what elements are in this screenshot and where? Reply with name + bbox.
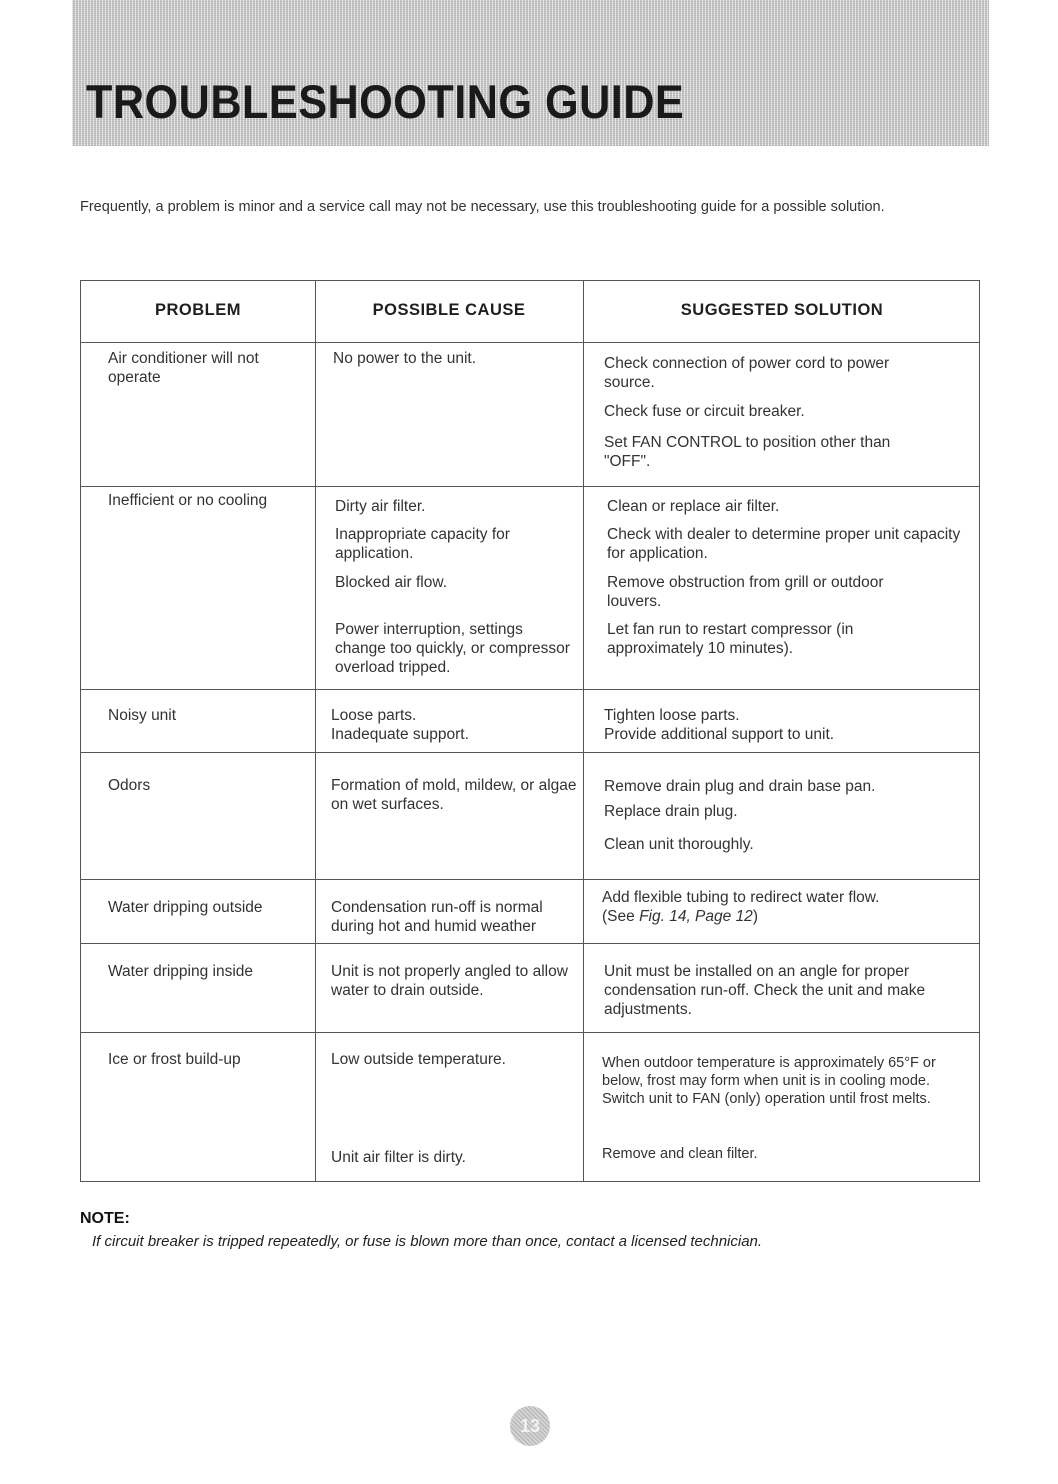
solution-cell: Unit must be installed on an angle for proper condensation run-off. Check the unit and make adjustments. bbox=[604, 963, 926, 1018]
problem-cell: Water dripping outside bbox=[108, 899, 263, 916]
row-divider bbox=[81, 879, 979, 880]
page-number: 13 bbox=[519, 1415, 541, 1436]
page-number-badge bbox=[510, 1406, 550, 1446]
column-header-problem: PROBLEM bbox=[155, 301, 241, 319]
cause-cell: Low outside temperature. bbox=[331, 1051, 506, 1068]
row-divider bbox=[81, 943, 979, 944]
cause-cell: Unit air filter is dirty. bbox=[331, 1149, 466, 1166]
solution-cell: Remove and clean filter. bbox=[602, 1146, 758, 1162]
row-divider bbox=[81, 342, 979, 343]
reference-suffix: ) bbox=[752, 908, 758, 925]
reference-prefix: (See bbox=[602, 908, 640, 925]
cause-cell: Inadequate support. bbox=[331, 726, 469, 743]
problem-cell: Ice or frost build-up bbox=[108, 1051, 241, 1068]
cause-cell: Unit is not properly angled to allow water to drain outside. bbox=[331, 963, 568, 999]
column-header-solution: SUGGESTED SOLUTION bbox=[680, 301, 884, 319]
row-divider bbox=[81, 689, 979, 690]
page-title: TROUBLESHOOTING GUIDE bbox=[86, 75, 685, 128]
column-divider bbox=[583, 281, 584, 1181]
solution-cell: Set FAN CONTROL to position other than "OFF". bbox=[604, 434, 891, 470]
solution-cell: Replace drain plug. bbox=[604, 803, 738, 820]
solution-cell: Remove obstruction from grill or outdoor louvers. bbox=[607, 574, 884, 610]
problem-cell: Odors bbox=[108, 777, 151, 794]
troubleshooting-table bbox=[80, 280, 980, 1182]
problem-cell: Air conditioner will not operate bbox=[108, 350, 259, 386]
cause-cell: Dirty air filter. bbox=[335, 498, 426, 515]
cause-cell: Condensation run-off is normal during hot and humid weather bbox=[331, 899, 543, 935]
problem-cell: Noisy unit bbox=[108, 707, 177, 724]
note-text: If circuit breaker is tripped repeatedly, or fuse is blown more than once, contact a licensed technician. bbox=[92, 1233, 763, 1250]
figure-reference: Fig. 14, Page 12 bbox=[639, 908, 753, 925]
column-header-cause: POSSIBLE CAUSE bbox=[372, 301, 526, 319]
solution-cell: Let fan run to restart compressor (in approximately 10 minutes). bbox=[607, 621, 854, 657]
note-label: NOTE: bbox=[80, 1210, 130, 1227]
solution-cell: Check with dealer to determine proper unit capacity for application. bbox=[607, 526, 961, 562]
cause-cell: Power interruption, settings change too quickly, or compressor overload tripped. bbox=[335, 621, 570, 676]
solution-reference bbox=[602, 907, 972, 926]
cause-cell: Formation of mold, mildew, or algae on wet surfaces. bbox=[331, 777, 577, 813]
intro-text: Frequently, a problem is minor and a service call may not be necessary, use this troubleshooting guide for a possible solution. bbox=[80, 199, 885, 215]
cause-cell: No power to the unit. bbox=[333, 350, 477, 367]
solution-cell: Clean or replace air filter. bbox=[607, 498, 780, 515]
solution-cell: Tighten loose parts. bbox=[604, 707, 740, 724]
cause-cell: Blocked air flow. bbox=[335, 574, 447, 591]
solution-cell: Check fuse or circuit breaker. bbox=[604, 403, 805, 420]
cause-cell: Inappropriate capacity for application. bbox=[335, 526, 510, 562]
problem-cell: Inefficient or no cooling bbox=[108, 492, 268, 509]
cause-cell: Loose parts. bbox=[331, 707, 417, 724]
row-divider bbox=[81, 486, 979, 487]
solution-text: Check connection of power cord to power source. bbox=[604, 355, 890, 391]
row-divider bbox=[81, 1032, 979, 1033]
solution-cell: Remove drain plug and drain base pan. bbox=[604, 778, 876, 795]
column-divider bbox=[315, 281, 316, 1181]
solution-cell bbox=[602, 888, 972, 926]
solution-cell: Clean unit thoroughly. bbox=[604, 836, 754, 853]
solution-text: Add flexible tubing to redirect water flow. bbox=[602, 889, 880, 906]
solution-cell: When outdoor temperature is approximately 65°F or below, frost may form when unit is in cooling mode. Switch unit to FAN (only) operation until frost melts. bbox=[602, 1055, 936, 1107]
row-divider bbox=[81, 752, 979, 753]
solution-cell bbox=[604, 354, 934, 392]
solution-cell: Provide additional support to unit. bbox=[604, 726, 835, 743]
problem-cell: Water dripping inside bbox=[108, 963, 254, 980]
